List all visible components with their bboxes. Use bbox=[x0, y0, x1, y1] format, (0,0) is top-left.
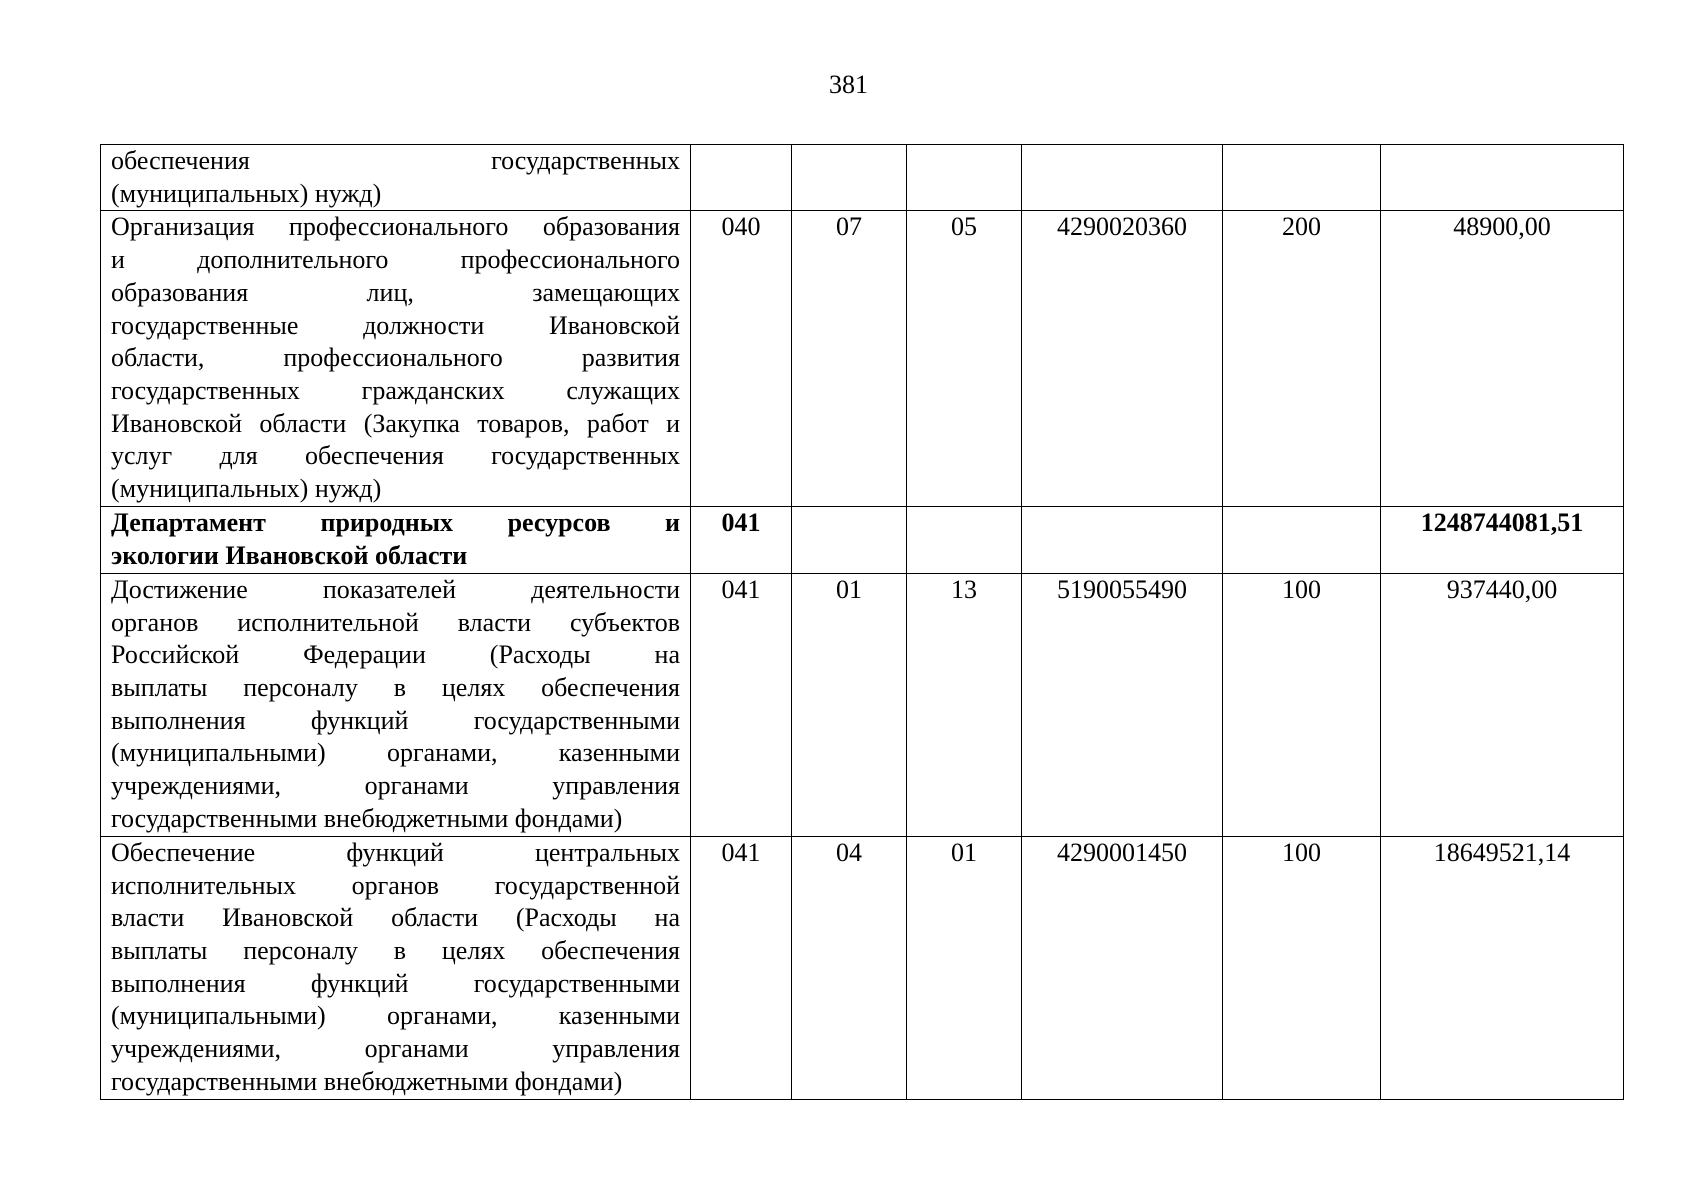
description-line: области, профессионального развития bbox=[111, 343, 680, 373]
table-row bbox=[101, 836, 1624, 1099]
table-row-department bbox=[101, 507, 1624, 573]
description-line: (муниципальных) нужд) bbox=[111, 178, 382, 208]
budget-table bbox=[100, 144, 1624, 1100]
amount bbox=[1381, 145, 1624, 211]
section-code bbox=[792, 507, 907, 573]
description-line: учреждениями, органами управления bbox=[111, 1034, 680, 1064]
section-code: 04 bbox=[792, 836, 907, 1099]
row-description bbox=[101, 573, 691, 836]
target-code: 4290001450 bbox=[1022, 836, 1223, 1099]
description-line: государственными внебюджетными фондами) bbox=[111, 803, 623, 833]
description-line: выплаты персоналу в целях обеспечения bbox=[111, 935, 680, 965]
description-line: государственных гражданских служащих bbox=[111, 375, 680, 405]
page-number: 381 bbox=[829, 70, 868, 99]
description-line: экологии Ивановской области bbox=[111, 541, 468, 571]
description-line: Российской Федерации (Расходы на bbox=[111, 640, 680, 670]
description-line: Департамент природных ресурсов и bbox=[111, 508, 680, 538]
expense-type-code: 100 bbox=[1223, 836, 1381, 1099]
amount: 937440,00 bbox=[1381, 573, 1624, 836]
row-description bbox=[101, 507, 691, 573]
description-line: выполнения функций государственными bbox=[111, 968, 680, 998]
expense-type-code bbox=[1223, 507, 1381, 573]
expense-type-code bbox=[1223, 145, 1381, 211]
table-row bbox=[101, 145, 1624, 211]
description-line: Организация профессионального образования bbox=[111, 212, 680, 242]
ministry-code: 040 bbox=[691, 211, 792, 507]
ministry-code: 041 bbox=[691, 507, 792, 573]
subsection-code: 13 bbox=[907, 573, 1022, 836]
section-code bbox=[792, 145, 907, 211]
description-line: образования лиц, замещающих bbox=[111, 277, 680, 307]
description-line: органов исполнительной власти субъектов bbox=[111, 607, 680, 637]
description-line: (муниципальных) нужд) bbox=[111, 474, 382, 504]
description-line: услуг для обеспечения государственных bbox=[111, 441, 680, 471]
target-code: 5190055490 bbox=[1022, 573, 1223, 836]
description-line: Достижение показателей деятельности bbox=[111, 574, 680, 604]
row-description bbox=[101, 836, 691, 1099]
target-code bbox=[1022, 145, 1223, 211]
subsection-code: 05 bbox=[907, 211, 1022, 507]
description-line: (муниципальными) органами, казенными bbox=[111, 738, 680, 768]
description-line: государственными внебюджетными фондами) bbox=[111, 1066, 623, 1096]
row-description bbox=[101, 211, 691, 507]
subsection-code bbox=[907, 507, 1022, 573]
subsection-code bbox=[907, 145, 1022, 211]
expense-type-code: 200 bbox=[1223, 211, 1381, 507]
description-line: Обеспечение функций центральных bbox=[111, 837, 680, 867]
target-code: 4290020360 bbox=[1022, 211, 1223, 507]
description-line: выплаты персоналу в целях обеспечения bbox=[111, 672, 680, 702]
target-code bbox=[1022, 507, 1223, 573]
description-line: учреждениями, органами управления bbox=[111, 771, 680, 801]
description-line: выполнения функций государственными bbox=[111, 705, 680, 735]
section-code: 07 bbox=[792, 211, 907, 507]
expense-type-code: 100 bbox=[1223, 573, 1381, 836]
amount: 1248744081,51 bbox=[1381, 507, 1624, 573]
description-line: исполнительных органов государственной bbox=[111, 870, 680, 900]
table-body bbox=[101, 145, 1624, 1100]
subsection-code: 01 bbox=[907, 836, 1022, 1099]
description-line: (муниципальными) органами, казенными bbox=[111, 1001, 680, 1031]
table-row bbox=[101, 211, 1624, 507]
row-description bbox=[101, 145, 691, 211]
section-code: 01 bbox=[792, 573, 907, 836]
ministry-code bbox=[691, 145, 792, 211]
description-line: обеспечения государственных bbox=[111, 146, 680, 175]
description-line: и дополнительного профессионального bbox=[111, 245, 680, 275]
amount: 18649521,14 bbox=[1381, 836, 1624, 1099]
description-line: власти Ивановской области (Расходы на bbox=[111, 903, 680, 933]
table-row bbox=[101, 573, 1624, 836]
ministry-code: 041 bbox=[691, 836, 792, 1099]
ministry-code: 041 bbox=[691, 573, 792, 836]
description-line: Ивановской области (Закупка товаров, работ и bbox=[111, 408, 680, 438]
description-line: государственные должности Ивановской bbox=[111, 310, 680, 340]
amount: 48900,00 bbox=[1381, 211, 1624, 507]
